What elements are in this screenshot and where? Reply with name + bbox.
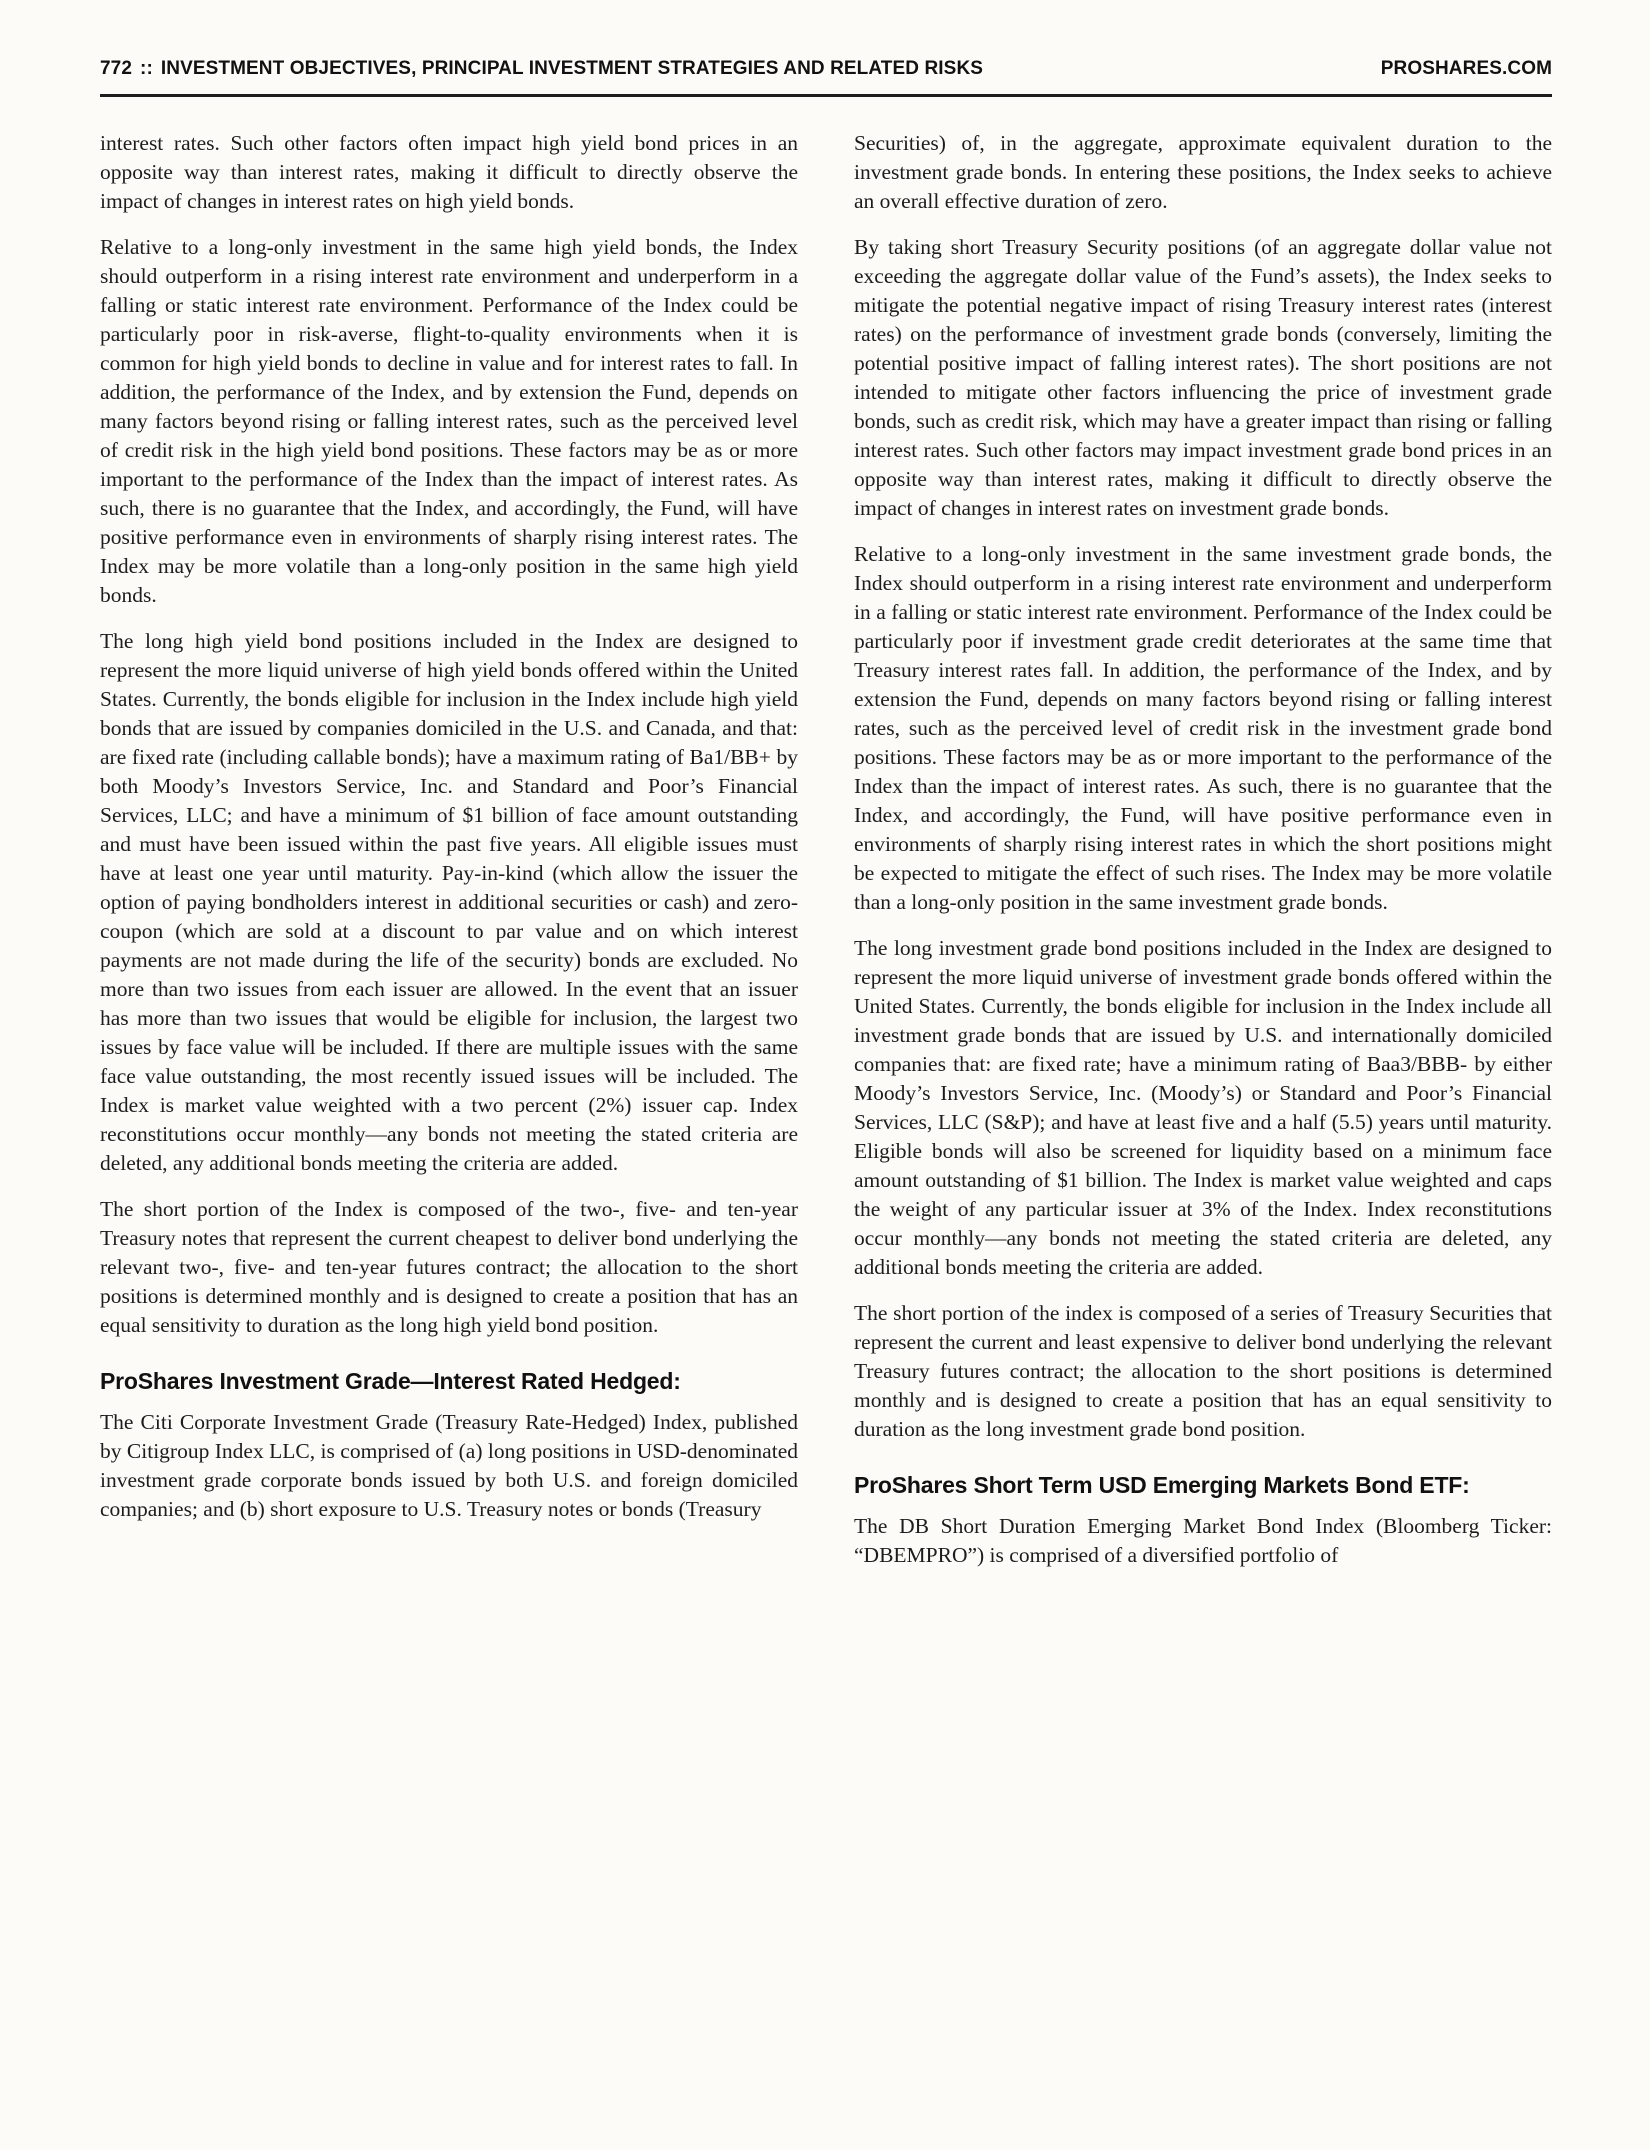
page-header — [100, 58, 1552, 80]
two-column-body — [100, 129, 1552, 1570]
paragraph: Relative to a long-only investment in the same high yield bonds, the Index should outperform in a rising interest rate environment and underperform in a falling or static interest rate environment. Performance of the Index could be particularly poor in risk-averse, flight-to-quality environments when it is common for high yield bonds to decline in value and for interest rates to fall. In addition, the performance of the Index, and by extension the Fund, depends on many factors beyond rising or falling interest rates, such as the perceived level of credit risk in the high yield bond positions. These factors may be as or more important to the performance of the Index than the impact of interest rates. As such, there is no guarantee that the Index, and accordingly, the Fund, will have positive performance even in environments of sharply rising interest rates. The Index may be more volatile than a long-only position in the same high yield bonds. — [100, 235, 798, 607]
paragraph: Securities) of, in the aggregate, approximate equivalent duration to the investment grade bonds. In entering these positions, the Index seeks to achieve an overall effective duration of zero. — [854, 131, 1552, 213]
paragraph: The long investment grade bond positions included in the Index are designed to represent the more liquid universe of investment grade bonds offered within the United States. Currently, the bonds eligible for inclusion in the Index include all investment grade bonds that are issued by U.S. and internationally domiciled companies that: are fixed rate; have a minimum rating of Baa3/BBB- by either Moody’s Investors Service, Inc. (Moody’s) or Standard and Poor’s Financial Services, LLC (S&P); and have at least five and a half (5.5) years until maturity. Eligible bonds will also be screened for liquidity based on a minimum face amount outstanding of $1 billion. The Index is market value weighted and caps the weight of any particular issuer at 3% of the Index. Index reconstitutions occur monthly—any bonds not meeting the stated criteria are deleted, any additional bonds meeting the criteria are added. — [854, 936, 1552, 1279]
paragraph: interest rates. Such other factors often impact high yield bond prices in an opposite way than interest rates, making it difficult to directly observe the impact of changes in interest rates on high yield bonds. — [100, 131, 798, 213]
header-site: PROSHARES.COM — [1380, 58, 1552, 79]
page-number: 772 — [100, 58, 133, 79]
header-left — [100, 58, 983, 80]
paragraph: The short portion of the index is composed of a series of Treasury Securities that represent the current and least expensive to deliver bond underlying the relevant Treasury futures contract; the allocation to the short positions is determined monthly and is designed to create a position that has an equal sensitivity to duration as the long investment grade bond position. — [854, 1301, 1552, 1441]
paragraph: The short portion of the Index is composed of the two-, five- and ten-year Treasury notes that represent the current cheapest to deliver bond underlying the relevant two-, five- and ten-year futures contract; the allocation to the short positions is determined monthly and is designed to create a position that has an equal sensitivity to duration as the long high yield bond position. — [100, 1197, 798, 1337]
paragraph: The long high yield bond positions included in the Index are designed to represent the more liquid universe of high yield bonds offered within the United States. Currently, the bonds eligible for inclusion in the Index include high yield bonds that are issued by companies domiciled in the U.S. and Canada, and that: are fixed rate (including callable bonds); have a maximum rating of Ba1/BB+ by both Moody’s Investors Service, Inc. and Standard and Poor’s Financial Services, LLC; and have a minimum of $1 billion of face amount outstanding and must have been issued within the past five years. All eligible issues must have at least one year until maturity. Pay-in-kind (which allow the issuer the option of paying bondholders interest in additional securities or cash) and zero-coupon (which are sold at a discount to par value and on which interest payments are not made during the life of the security) bonds are excluded. No more than two issues from each issuer are allowed. In the event that an issuer has more than two issues that would be eligible for inclusion, the largest two issues by face value will be included. If there are multiple issues with the same face value outstanding, the most recently issued issues will be included. The Index is market value weighted with a two percent (2%) issuer cap. Index reconstitutions occur monthly—any bonds not meeting the stated criteria are deleted, any additional bonds meeting the criteria are added. — [100, 629, 798, 1175]
header-separator: :: — [140, 58, 153, 79]
paragraph: The DB Short Duration Emerging Market Bond Index (Bloomberg Ticker: “DBEMPRO”) is comprised of a diversified portfolio of — [854, 1514, 1552, 1567]
paragraph: The Citi Corporate Investment Grade (Treasury Rate-Hedged) Index, published by Citigroup Index LLC, is comprised of (a) long positions in USD-denominated investment grade corporate bonds issued by both U.S. and foreign domiciled companies; and (b) short exposure to U.S. Treasury notes or bonds (Treasury — [100, 1410, 798, 1521]
paragraph: Relative to a long-only investment in the same investment grade bonds, the Index should outperform in a rising interest rate environment and underperform in a falling or static interest rate environment. Performance of the Index could be particularly poor if investment grade credit deteriorates at the same time that Treasury interest rates fall. In addition, the performance of the Index, and by extension the Fund, depends on many factors beyond rising or falling interest rates, such as the perceived level of credit risk in the investment grade bond positions. These factors may be as or more important to the performance of the Index than the impact of interest rates. As such, there is no guarantee that the Index, and accordingly, the Fund, will have positive performance even in environments of sharply rising interest rates in which the short positions might be expected to mitigate the effect of such rises. The Index may be more volatile than a long-only position in the same investment grade bonds. — [854, 542, 1552, 914]
header-title: INVESTMENT OBJECTIVES, PRINCIPAL INVESTMENT STRATEGIES AND RELATED RISKS — [160, 58, 984, 79]
section-heading-investment-grade-hedged: ProShares Investment Grade—Interest Rated Hedged: — [100, 1368, 681, 1394]
right-column — [854, 129, 1552, 1570]
paragraph: By taking short Treasury Security positions (of an aggregate dollar value not exceeding the aggregate dollar value of the Fund’s assets), the Index seeks to mitigate the potential negative impact of rising Treasury interest rates (interest rates) on the performance of investment grade bonds (conversely, limiting the potential positive impact of falling interest rates). The short positions are not intended to mitigate other factors influencing the price of investment grade bonds, such as credit risk, which may have a greater impact than rising or falling interest rates. Such other factors may impact investment grade bond prices in an opposite way than interest rates, making it difficult to directly observe the impact of changes in interest rates on investment grade bonds. — [854, 235, 1552, 520]
section-heading-short-term-usd-emerging-markets: ProShares Short Term USD Emerging Markets Bond ETF: — [854, 1472, 1470, 1498]
left-column — [100, 129, 798, 1570]
header-rule — [100, 94, 1552, 97]
